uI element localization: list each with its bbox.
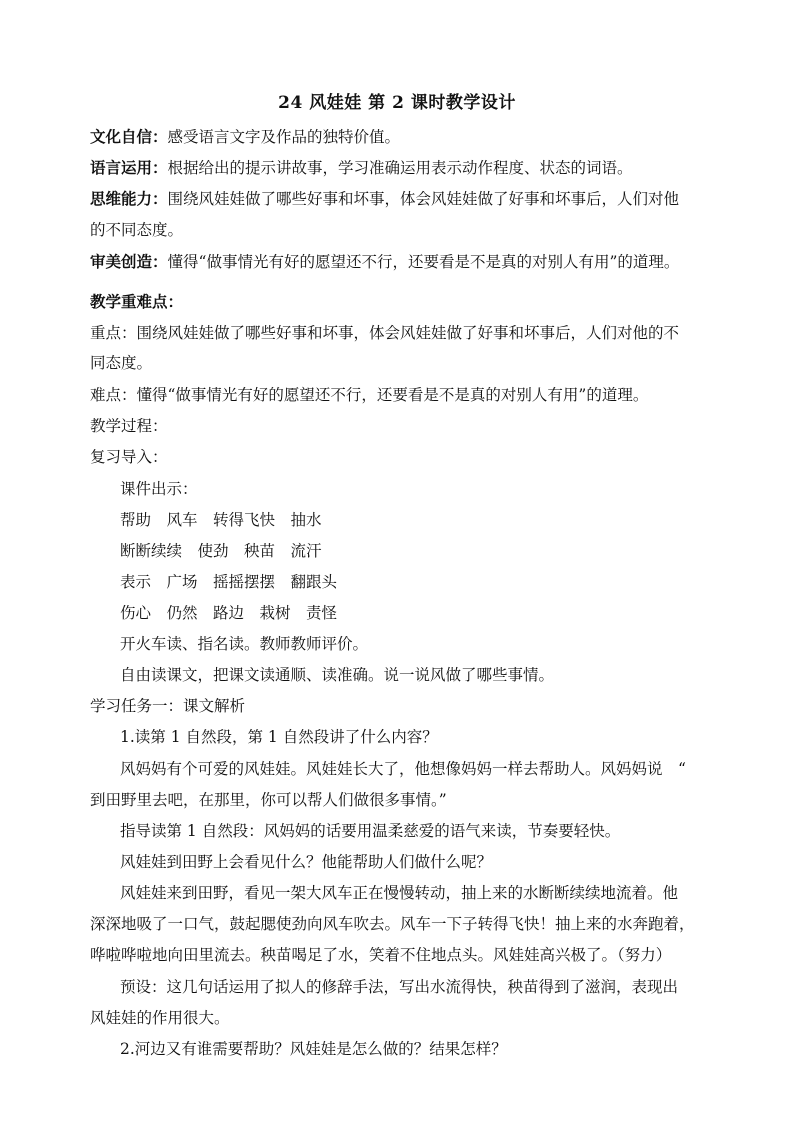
goal-text: 懂得“做事情光有好的愿望还不行，还要看是不是真的对别人有用”的道理。 xyxy=(167,253,680,271)
courseware-label: 课件出示： xyxy=(120,480,198,498)
reading-note: 开火车读、指名读。教师教师评价。 xyxy=(120,635,369,653)
goal-label: 思维能力： xyxy=(90,189,168,208)
difficult-point: 难点：懂得“做事情光有好的愿望还不行，还要看是不是真的对别人有用”的道理。 xyxy=(90,386,649,404)
goal-thinking-continued: 的不同态度。 xyxy=(90,221,184,239)
paragraph-line: 风娃娃来到田野，看见一架大风车正在慢慢转动，抽上来的水断断续续地流着。他 xyxy=(120,884,679,902)
goal-label: 文化自信： xyxy=(90,127,168,146)
question-2: 2.河边又有谁需要帮助？风娃娃是怎么做的？结果怎样？ xyxy=(120,1040,507,1058)
key-point-continued: 同态度。 xyxy=(90,354,153,372)
paragraph-line: 到田野里去吧，在那里，你可以帮人们做很多事情。” xyxy=(90,791,447,809)
reading-guidance: 指导读第 1 自然段：风妈妈的话要用温柔慈爱的语气来读，节奏要轻快。 xyxy=(120,822,621,840)
question-1: 1.读第 1 自然段，第 1 自然段讲了什么内容？ xyxy=(120,728,438,746)
paragraph-line: 哗啦哗啦地向田里流去。秧苗喝足了水，笑着不住地点头。风娃娃高兴极了。（努力） xyxy=(90,946,672,964)
page-title: 24 风娃娃 第 2 课时教学设计 xyxy=(278,93,516,113)
task1-heading: 学习任务一：课文解析 xyxy=(90,697,246,715)
goal-language xyxy=(90,157,714,179)
paragraph-line: 风娃娃的作用很大。 xyxy=(90,1009,230,1027)
review-heading: 复习导入： xyxy=(90,448,168,466)
key-difficulty-heading: 教学重难点： xyxy=(90,292,184,311)
paragraph-question: 风娃娃到田野上会看见什么？他能帮助人们做什么呢？ xyxy=(120,853,493,871)
free-reading-note: 自由读课文，把课文读通顺、读准确。说一说风做了哪些事情。 xyxy=(120,666,555,684)
key-point: 重点：围绕风娃娃做了哪些好事和坏事，体会风娃娃做了好事和坏事后，人们对他的不 xyxy=(90,324,680,342)
paragraph-line: 预设：这几句话运用了拟人的修辞手法，写出水流得快，秧苗得到了滋润，表现出 xyxy=(120,978,679,996)
word-row: 表示 广场 摇摇摆摆 翻跟头 xyxy=(120,573,338,591)
process-heading: 教学过程： xyxy=(90,417,168,435)
goal-thinking xyxy=(90,188,714,210)
goal-aesthetic xyxy=(90,251,714,273)
word-row: 伤心 仍然 路边 栽树 责怪 xyxy=(120,604,338,622)
goal-text: 根据给出的提示讲故事，学习准确运用表示动作程度、状态的词语。 xyxy=(167,159,633,177)
goal-text: 围绕风娃娃做了哪些好事和坏事，体会风娃娃做了好事和坏事后，人们对他 xyxy=(167,190,680,208)
paragraph-line: 深深地吸了一口气，鼓起腮使劲向风车吹去。风车一下子转得飞快！抽上来的水奔跑着， xyxy=(90,915,695,933)
word-row: 断断续续 使劲 秧苗 流汗 xyxy=(120,542,322,560)
goal-label: 语言运用： xyxy=(90,158,168,177)
goal-text: 感受语言文字及作品的独特价值。 xyxy=(167,128,401,146)
goal-culture xyxy=(90,126,714,148)
paragraph-line: 风妈妈有个可爱的风娃娃。风娃娃长大了，他想像妈妈一样去帮助人。风妈妈说 “ xyxy=(120,760,686,778)
goal-label: 审美创造： xyxy=(90,252,168,271)
word-row: 帮助 风车 转得飞快 抽水 xyxy=(120,511,322,529)
